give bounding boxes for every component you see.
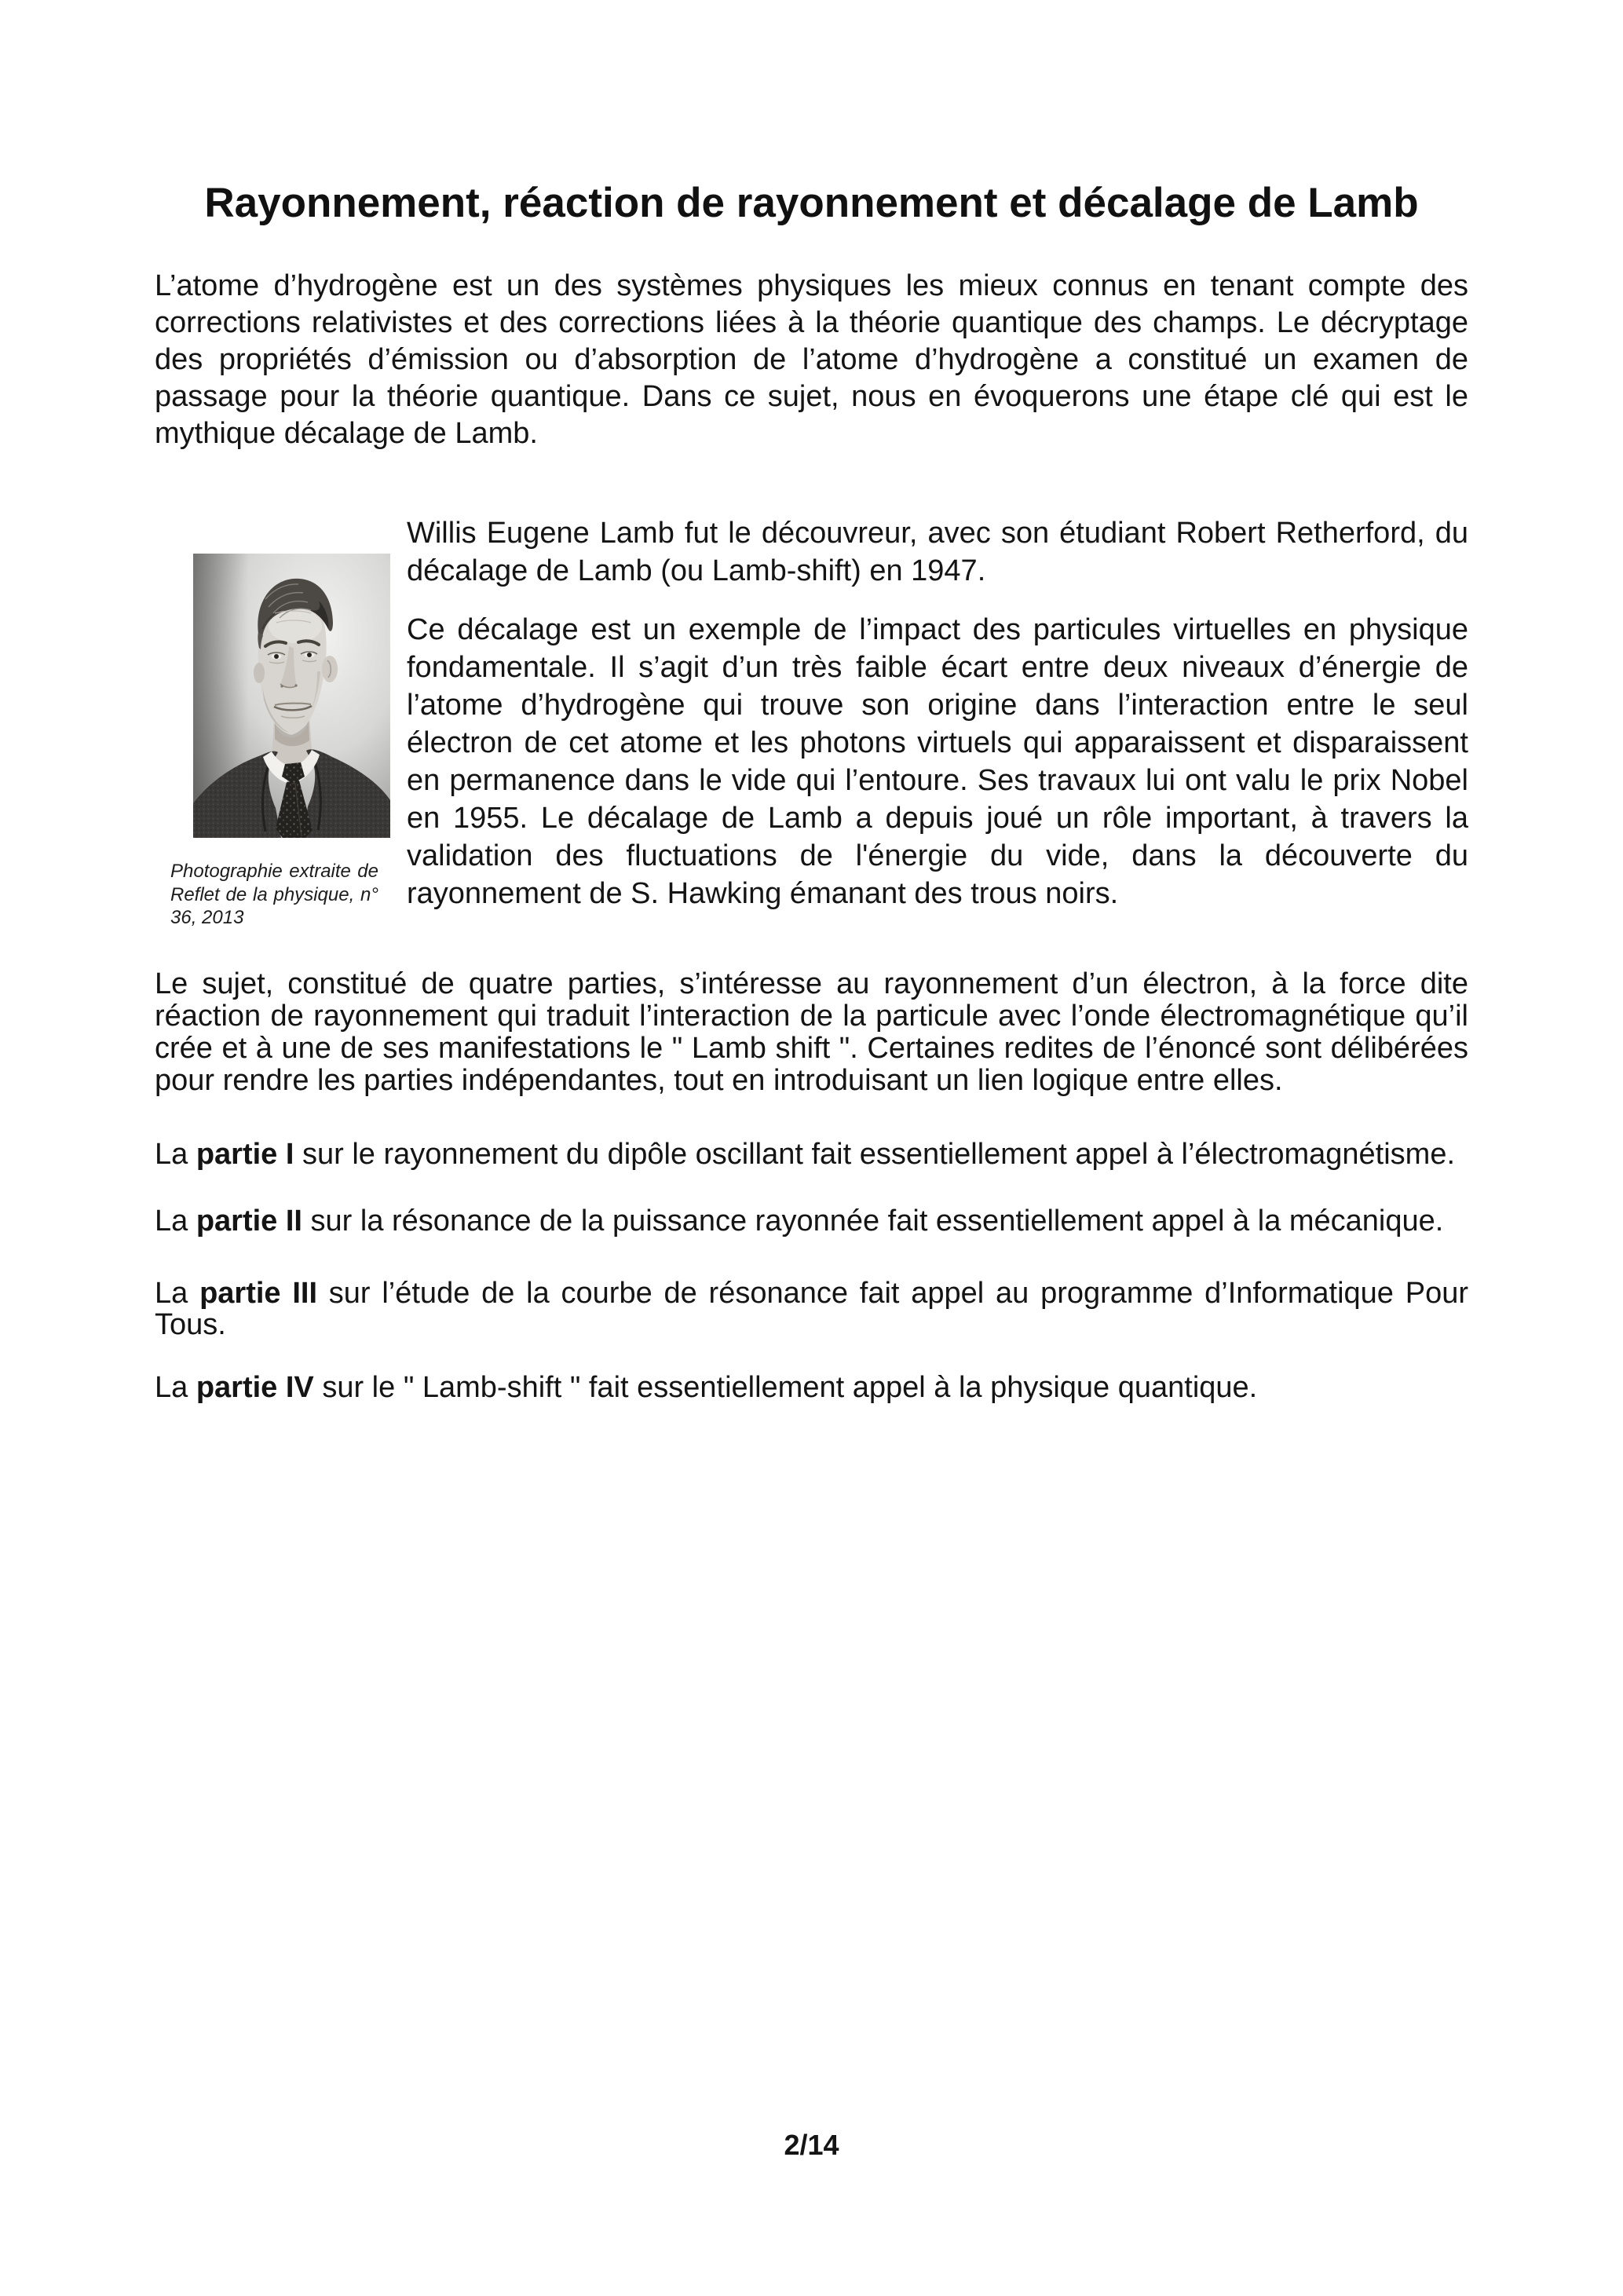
part-1-prefix: La bbox=[155, 1138, 196, 1171]
lamb-photo-figure bbox=[193, 554, 390, 838]
page-number: 2/14 bbox=[784, 2129, 839, 2161]
bio-paragraph-1: Willis Eugene Lamb fut le découvreur, avec son étudiant Robert Retherford, du décalage de Lamb (ou Lamb-shift) en 1947. bbox=[407, 517, 1468, 587]
part-4-paragraph bbox=[155, 1372, 1468, 1403]
part-4-prefix: La bbox=[155, 1371, 196, 1404]
page-title: Rayonnement, réaction de rayonnement et décalage de Lamb bbox=[204, 179, 1419, 226]
part-3-text: sur l’étude de la courbe de résonance fait appel au programme d’Informatique Pour Tous. bbox=[155, 1277, 1468, 1341]
part-4-text: sur le " Lamb-shift " fait essentiellement appel à la physique quantique. bbox=[313, 1371, 1258, 1404]
part-2-prefix: La bbox=[155, 1205, 196, 1238]
lamb-portrait-photo bbox=[193, 554, 390, 838]
part-3-label: partie III bbox=[199, 1277, 317, 1310]
part-2-label: partie II bbox=[196, 1205, 302, 1238]
part-3-prefix: La bbox=[155, 1277, 200, 1310]
part-4-label: partie IV bbox=[196, 1371, 314, 1404]
part-2-paragraph bbox=[155, 1205, 1468, 1237]
subject-overview-paragraph: Le sujet, constitué de quatre parties, s’intéresse au rayonnement d’un électron, à la force dite réaction de rayonnement qui traduit l’interaction de la particule avec l’onde électromagnétique qu’il crée et à une de ses manifestations le " Lamb shift ". Certaines redites de l’énoncé sont délibérées pour rendre les parties indépendantes, tout en introduisant un lien logique entre elles. bbox=[155, 967, 1468, 1097]
photo-caption: Photographie extraite de Reflet de la physique, n° 36, 2013 bbox=[170, 861, 378, 928]
part-1-label: partie I bbox=[196, 1138, 294, 1171]
bio-paragraph-2: Ce décalage est un exemple de l’impact des particules virtuelles en physique fondamentale. Il s’agit d’un très faible écart entre deux niveaux d’énergie de l’atome d’hydrogène qui trouve son origine dans l’interaction entre le seul électron de cet atome et les photons virtuels qui apparaissent et disparaissent en permanence dans le vide qui l’entoure. Ses travaux lui ont valu le prix Nobel en 1955. Le décalage de Lamb a depuis joué un rôle important, à travers la validation des fluctuations de l'énergie du vide, dans la découverte du rayonnement de S. Hawking émanant des trous noirs. bbox=[407, 613, 1468, 910]
part-3-paragraph bbox=[155, 1278, 1468, 1340]
part-1-text: sur le rayonnement du dipôle oscillant fait essentiellement appel à l’électromagnétisme. bbox=[294, 1138, 1456, 1171]
part-2-text: sur la résonance de la puissance rayonnée fait essentiellement appel à la mécanique. bbox=[302, 1205, 1444, 1238]
intro-paragraph: L’atome d’hydrogène est un des systèmes physiques les mieux connus en tenant compte des corrections relativistes et des corrections liées à la théorie quantique des champs. Le décryptage des propriétés d’émission ou d’absorption de l’atome d’hydrogène a constitué un examen de passage pour la théorie quantique. Dans ce sujet, nous en évoquerons une étape clé qui est le mythique décalage de Lamb. bbox=[155, 269, 1468, 450]
part-1-paragraph bbox=[155, 1139, 1468, 1170]
